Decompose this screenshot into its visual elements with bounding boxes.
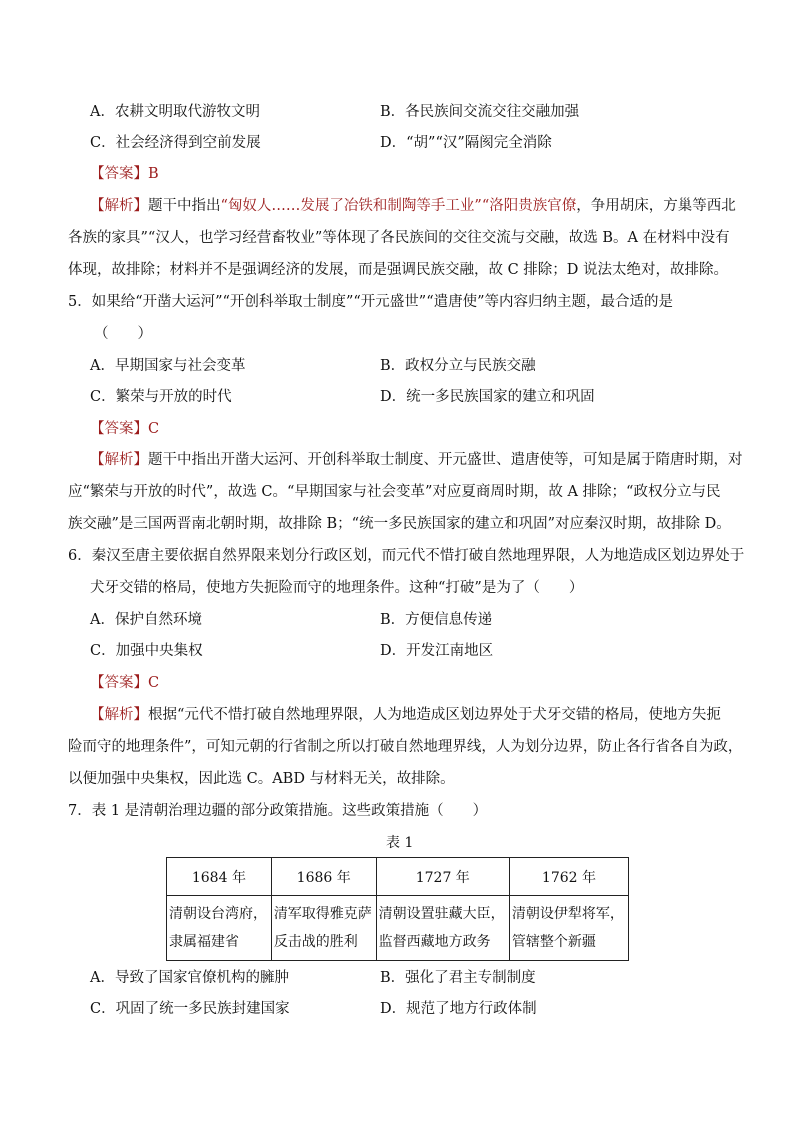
analysis-label: 【解析】 xyxy=(90,198,148,214)
table-cell xyxy=(509,896,628,961)
cell-line: 清朝设置驻藏大臣， xyxy=(378,906,505,922)
q5-stem-line-2: （ ） xyxy=(94,326,152,342)
analysis-text: ，争用胡床，方巢等西北 xyxy=(576,198,736,214)
q4-answer xyxy=(90,164,159,184)
policy-table xyxy=(166,857,629,961)
q5-stem-line-1: 5．如果给“开凿大运河”“开创科举取士制度”“开元盛世”“遣唐使”等内容归纳主题，最合适的是 xyxy=(68,294,674,310)
cell-line: 反击战的胜利 xyxy=(273,934,358,950)
q6-analysis-line-3: 以便加强中央集权，因此选 C。ABD 与材料无关，故排除。 xyxy=(68,771,455,787)
q5-analysis-line-2: 应“繁荣与开放的时代”，故选 C。“早期国家与社会变革”对应夏商周时期，故 A 排除；“政权分立与民 xyxy=(68,484,721,500)
q5-option-d: D．统一多民族国家的建立和巩固 xyxy=(380,389,595,405)
table-header-cell: 1684 年 xyxy=(167,858,272,896)
q7-stem: 7．表 1 是清朝治理边疆的部分政策措施。这些政策措施（ ） xyxy=(68,803,488,819)
q5-analysis-line-1 xyxy=(90,450,743,470)
q6-option-b: B．方便信息传递 xyxy=(380,612,493,628)
q5-answer xyxy=(90,419,159,439)
q4-analysis-line-3: 体现，故排除；材料并不是强调经济的发展，而是强调民族交融，故 C 排除；D 说法太绝对，故排除。 xyxy=(68,262,729,278)
answer-label: 【答案】 xyxy=(90,166,148,182)
q4-analysis-line-2: 各族的家具”“汉人，也学习经营畜牧业”等体现了各民族间的交往交流与交融，故选 B。A 在材料中没有 xyxy=(68,230,730,246)
q5-analysis-line-3: 族交融”是三国两晋南北朝时期，故排除 B；“统一多民族国家的建立和巩固”对应秦汉时期，故排除 D。 xyxy=(68,516,731,532)
q6-option-a: A．保护自然环境 xyxy=(90,612,202,628)
analysis-text: 题干中指出开凿大运河、开创科举取士制度、开元盛世、遣唐使等，可知是属于隋唐时期，对 xyxy=(148,452,743,468)
analysis-text: 题干中指出 xyxy=(148,198,221,214)
answer-value: C xyxy=(148,421,160,437)
q4-option-a: A．农耕文明取代游牧文明 xyxy=(90,104,260,120)
q4-analysis-line-1 xyxy=(90,196,736,216)
answer-value: B xyxy=(148,166,159,182)
q6-stem-line-1: 6．秦汉至唐主要依据自然界限来划分行政区划，而元代不惜打破自然地理界限，人为地造成区划边界处于 xyxy=(68,548,745,564)
q6-analysis-line-2: 险而守的地理条件”，可知元朝的行省制之所以打破自然地理界线，人为划分边界，防止各行省各自为政， xyxy=(68,739,743,755)
q5-option-c: C．繁荣与开放的时代 xyxy=(90,389,232,405)
analysis-label: 【解析】 xyxy=(90,707,148,723)
table-row xyxy=(167,896,629,961)
q6-option-c: C．加强中央集权 xyxy=(90,643,203,659)
q7-option-b: B．强化了君主专制制度 xyxy=(380,970,536,986)
q6-analysis-line-1 xyxy=(90,705,721,725)
cell-line: 监督西藏地方政务 xyxy=(378,934,491,950)
table-header-cell: 1727 年 xyxy=(376,858,509,896)
cell-line: 隶属福建省 xyxy=(169,934,239,950)
q5-option-b: B．政权分立与民族交融 xyxy=(380,358,536,374)
cell-line: 清军取得雅克萨 xyxy=(273,906,372,922)
q4-option-d: D．“胡”“汉”隔阂完全消除 xyxy=(380,135,552,151)
analysis-label: 【解析】 xyxy=(90,452,148,468)
q6-option-d: D．开发江南地区 xyxy=(380,643,494,659)
q6-stem-line-2: 犬牙交错的格局，使地方失扼险而守的地理条件。这种“打破”是为了（ ） xyxy=(90,580,584,596)
analysis-text: 根据“元代不惜打破自然地理界限，人为地造成区划边界处于犬牙交错的格局，使地方失扼 xyxy=(148,707,721,723)
cell-line: 清朝设台湾府， xyxy=(169,906,267,922)
table-header-row xyxy=(167,858,629,896)
analysis-quote: “匈奴人……发展了冶铁和制陶等手工业”“洛阳贵族官僚 xyxy=(220,198,577,214)
q7-option-c: C．巩固了统一多民族封建国家 xyxy=(90,1001,290,1017)
q5-option-a: A．早期国家与社会变革 xyxy=(90,358,246,374)
q7-option-d: D．规范了地方行政体制 xyxy=(380,1001,537,1017)
q7-option-a: A．导致了国家官僚机构的臃肿 xyxy=(90,970,289,986)
q4-option-c: C．社会经济得到空前发展 xyxy=(90,135,261,151)
table-header-cell: 1686 年 xyxy=(271,858,376,896)
table-cell xyxy=(271,896,376,961)
answer-label: 【答案】 xyxy=(90,675,148,691)
cell-line: 清朝设伊犁将军， xyxy=(511,906,624,922)
table-cell xyxy=(167,896,272,961)
table-cell xyxy=(376,896,509,961)
q6-answer xyxy=(90,673,159,693)
table-header-cell: 1762 年 xyxy=(509,858,628,896)
answer-value: C xyxy=(148,675,160,691)
q4-option-b: B．各民族间交流交往交融加强 xyxy=(380,104,580,120)
answer-label: 【答案】 xyxy=(90,421,148,437)
cell-line: 管辖整个新疆 xyxy=(511,934,596,950)
table-caption: 表 1 xyxy=(386,835,414,851)
